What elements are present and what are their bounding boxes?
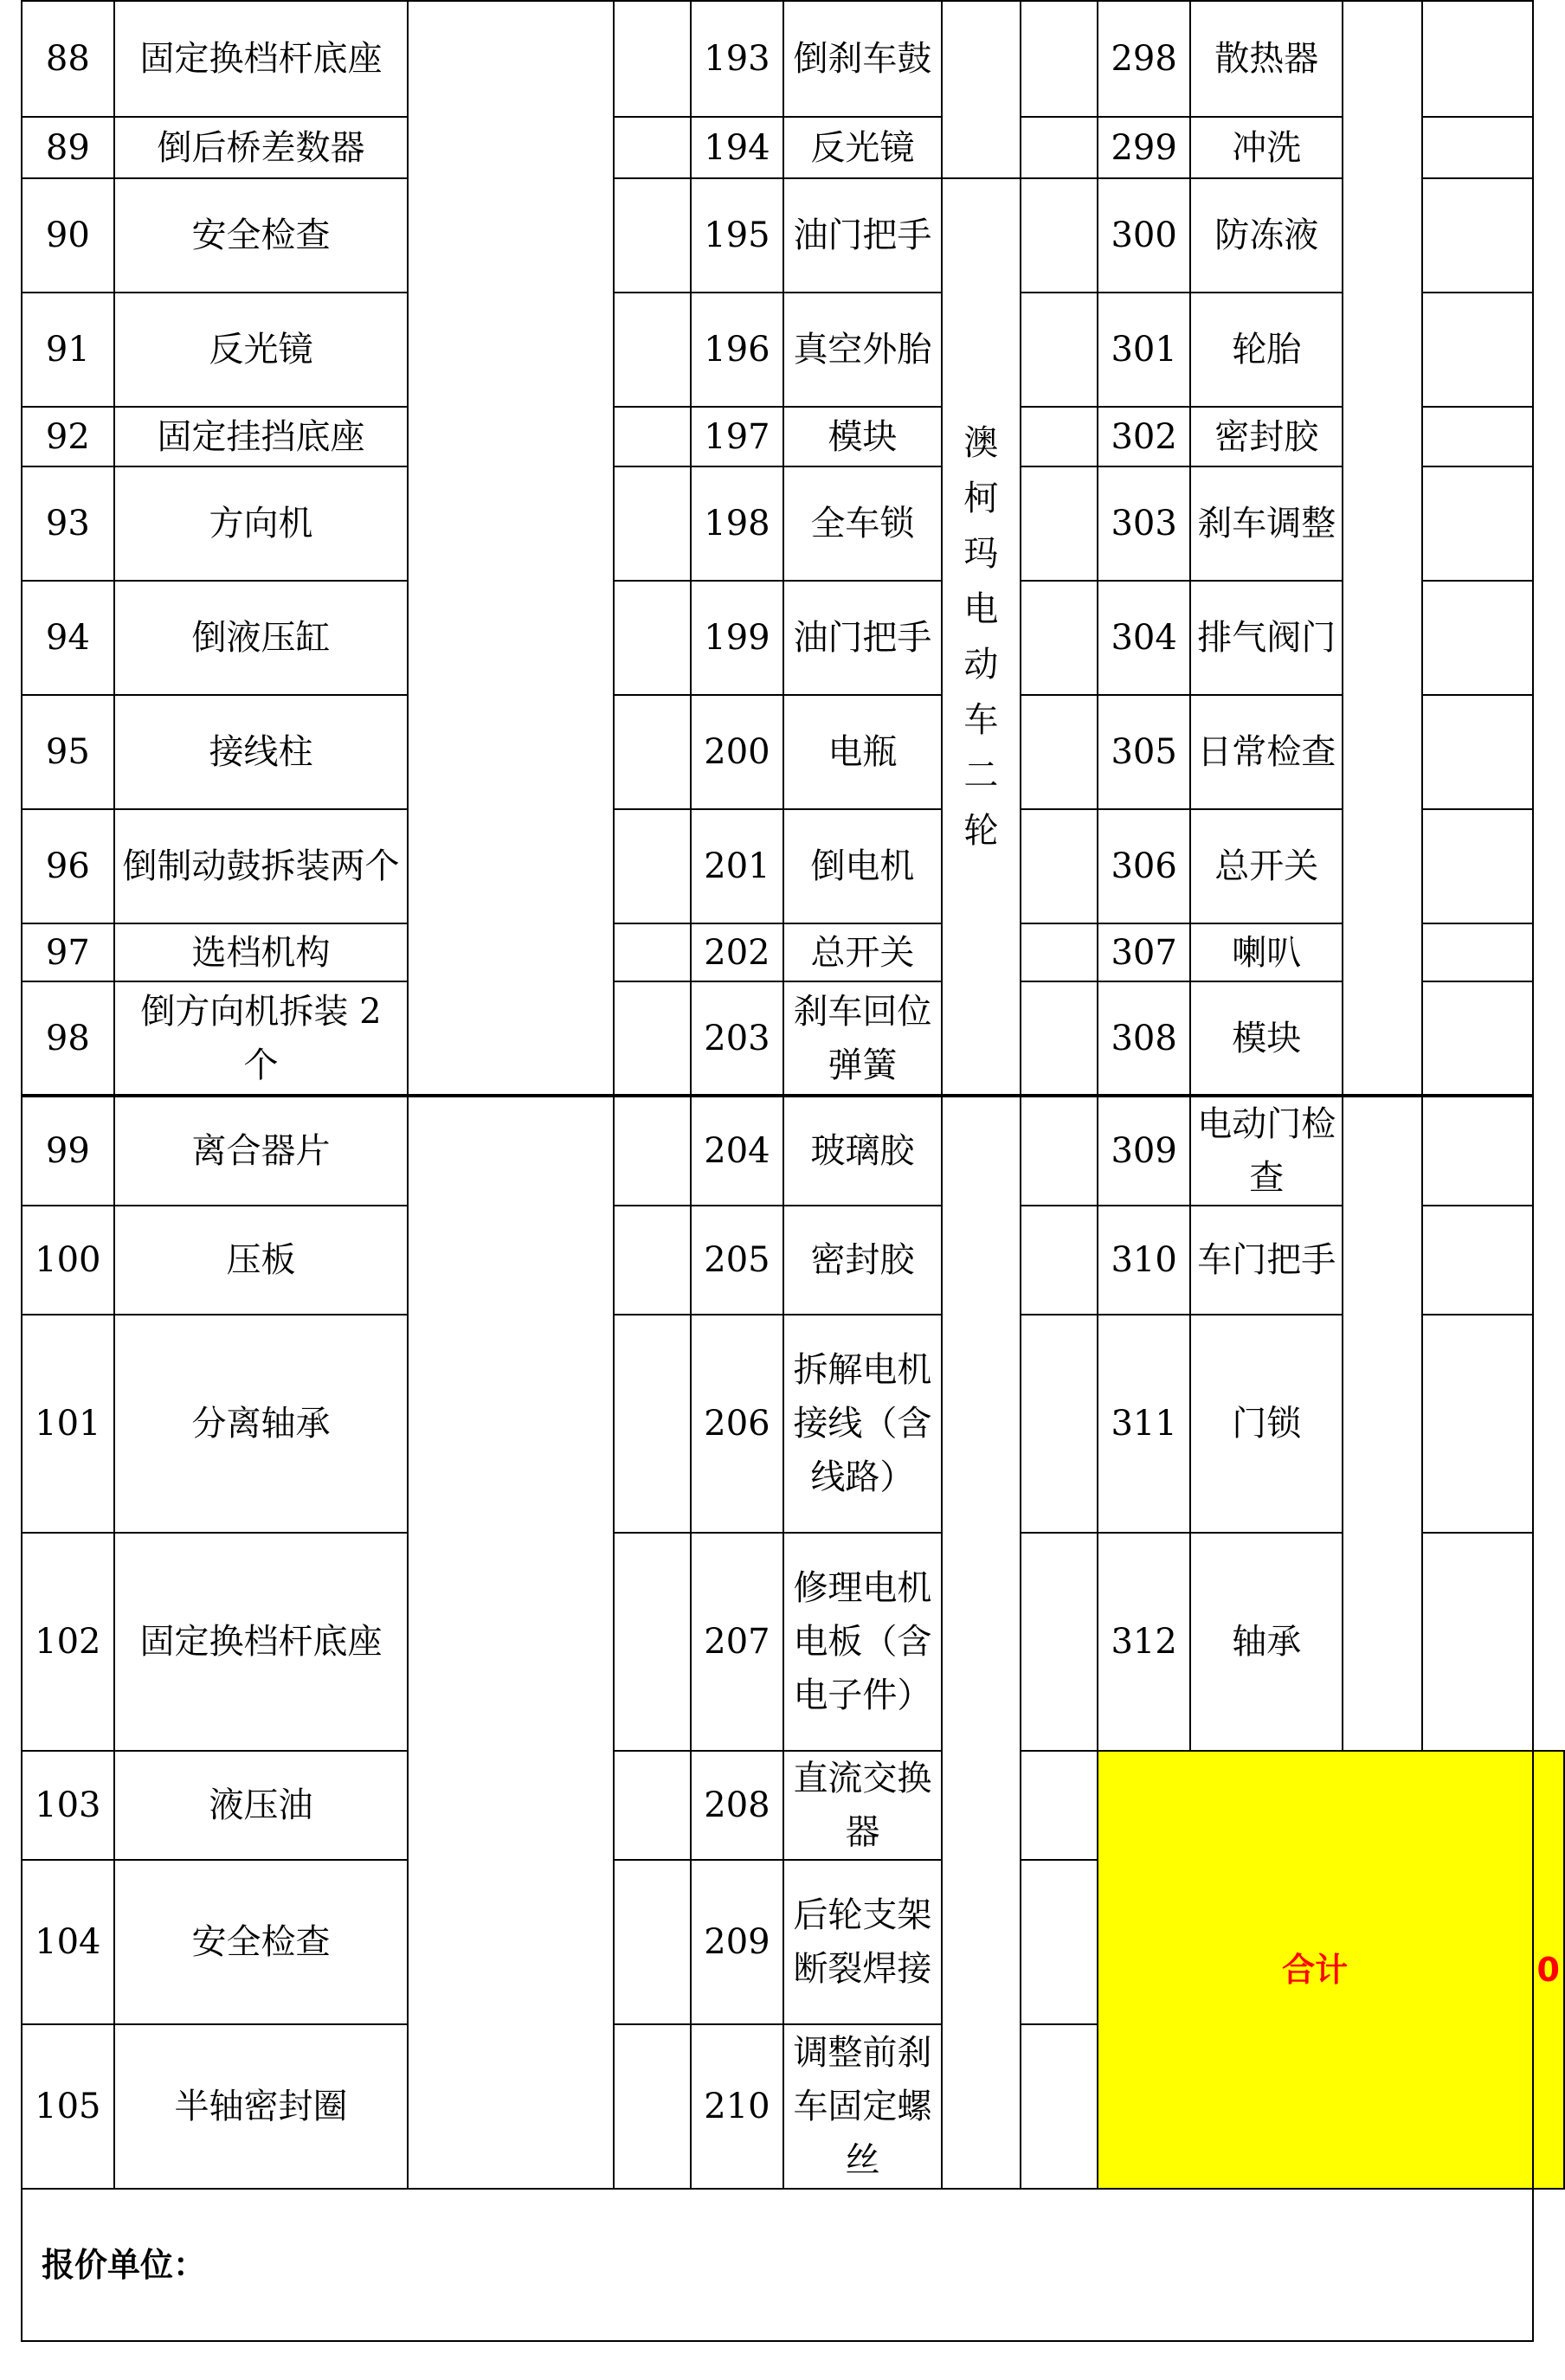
price-cell <box>1422 293 1533 407</box>
price-cell <box>614 695 691 809</box>
vehicle-type-cell <box>1343 1096 1421 1751</box>
vehicle-type-cell <box>408 1096 614 2189</box>
item-name: 日常检查 <box>1190 695 1343 809</box>
price-cell <box>1021 923 1098 981</box>
item-number: 100 <box>22 1206 114 1315</box>
item-number: 194 <box>691 117 784 178</box>
table-row <box>22 178 1564 293</box>
quotation-table <box>21 0 1565 2342</box>
item-number: 92 <box>22 407 114 466</box>
vehicle-category-char: 车 <box>963 699 999 740</box>
table-row <box>22 1096 1564 1206</box>
item-name: 密封胶 <box>1190 407 1343 466</box>
item-number: 298 <box>1098 1 1191 117</box>
table-row <box>22 809 1564 923</box>
item-name: 电动门检查 <box>1190 1096 1343 1206</box>
item-number: 310 <box>1098 1206 1191 1315</box>
price-cell <box>614 1 691 117</box>
item-name: 接线柱 <box>114 695 409 809</box>
table-row <box>22 695 1564 809</box>
item-number: 200 <box>691 695 784 809</box>
table-row <box>22 1315 1564 1533</box>
item-name: 电瓶 <box>783 695 941 809</box>
item-number: 88 <box>22 1 114 117</box>
item-name: 分离轴承 <box>114 1315 409 1533</box>
table-row <box>22 581 1564 695</box>
item-number: 302 <box>1098 407 1191 466</box>
item-number: 204 <box>691 1096 784 1206</box>
price-cell <box>614 1860 691 2024</box>
item-name: 倒刹车鼓 <box>783 1 941 117</box>
quote-unit-label: 报价单位： <box>22 2189 1533 2341</box>
price-cell <box>614 1206 691 1315</box>
price-cell <box>614 581 691 695</box>
price-cell <box>1422 1 1533 117</box>
price-cell <box>1422 1096 1533 1206</box>
item-name: 压板 <box>114 1206 409 1315</box>
price-cell <box>614 809 691 923</box>
item-number: 311 <box>1098 1315 1191 1533</box>
item-name: 轮胎 <box>1190 293 1343 407</box>
price-cell <box>1021 178 1098 293</box>
table-row <box>22 117 1564 178</box>
vehicle-category-char: 玛 <box>963 533 999 574</box>
item-name: 玻璃胶 <box>783 1096 941 1206</box>
item-number: 93 <box>22 466 114 581</box>
vehicle-category-char: 柯 <box>963 478 999 518</box>
item-name: 刹车回位弹簧 <box>783 981 941 1096</box>
price-cell <box>614 117 691 178</box>
item-number: 95 <box>22 695 114 809</box>
item-name: 半轴密封圈 <box>114 2024 409 2189</box>
item-name: 液压油 <box>114 1751 409 1860</box>
item-name: 修理电机电板（含电子件） <box>783 1533 941 1751</box>
price-cell <box>1021 407 1098 466</box>
item-number: 103 <box>22 1751 114 1860</box>
price-cell <box>1422 1533 1533 1751</box>
item-number: 199 <box>691 581 784 695</box>
item-name: 总开关 <box>1190 809 1343 923</box>
item-number: 307 <box>1098 923 1191 981</box>
item-number: 203 <box>691 981 784 1096</box>
item-name: 油门把手 <box>783 178 941 293</box>
price-cell <box>614 1533 691 1751</box>
item-number: 206 <box>691 1315 784 1533</box>
price-cell <box>1021 581 1098 695</box>
price-cell <box>1422 1315 1533 1533</box>
item-number: 300 <box>1098 178 1191 293</box>
table-row <box>22 293 1564 407</box>
price-cell <box>1021 293 1098 407</box>
item-name: 密封胶 <box>783 1206 941 1315</box>
price-cell <box>1021 117 1098 178</box>
item-number: 202 <box>691 923 784 981</box>
item-number: 304 <box>1098 581 1191 695</box>
item-name: 倒后桥差数器 <box>114 117 409 178</box>
item-name: 固定挂挡底座 <box>114 407 409 466</box>
price-cell <box>1021 809 1098 923</box>
item-name: 直流交换器 <box>783 1751 941 1860</box>
price-cell <box>614 466 691 581</box>
price-cell <box>1021 1533 1098 1751</box>
item-number: 197 <box>691 407 784 466</box>
item-number: 299 <box>1098 117 1191 178</box>
item-name: 模块 <box>783 407 941 466</box>
price-cell <box>614 178 691 293</box>
vehicle-type-cell <box>942 1096 1021 2189</box>
item-name: 拆解电机接线（含线路） <box>783 1315 941 1533</box>
price-cell <box>614 981 691 1096</box>
item-number: 195 <box>691 178 784 293</box>
price-cell <box>1422 178 1533 293</box>
total-value: 0 <box>1533 1751 1564 2189</box>
item-name: 反光镜 <box>114 293 409 407</box>
item-name: 固定换档杆底座 <box>114 1533 409 1751</box>
item-name: 喇叭 <box>1190 923 1343 981</box>
item-number: 306 <box>1098 809 1191 923</box>
item-name: 倒制动鼓拆装两个 <box>114 809 409 923</box>
item-number: 309 <box>1098 1096 1191 1206</box>
vehicle-category-char: 澳 <box>963 422 999 463</box>
item-number: 207 <box>691 1533 784 1751</box>
vehicle-category-char: 二 <box>963 755 999 795</box>
item-name: 模块 <box>1190 981 1343 1096</box>
price-cell <box>1021 1315 1098 1533</box>
item-number: 99 <box>22 1096 114 1206</box>
item-name: 油门把手 <box>783 581 941 695</box>
item-number: 89 <box>22 117 114 178</box>
price-cell <box>1021 1206 1098 1315</box>
item-number: 90 <box>22 178 114 293</box>
item-name: 轴承 <box>1190 1533 1343 1751</box>
table-row <box>22 981 1564 1096</box>
table-row <box>22 1206 1564 1315</box>
price-cell <box>614 2024 691 2189</box>
item-name: 选档机构 <box>114 923 409 981</box>
vehicle-category-char: 动 <box>963 644 999 685</box>
item-name: 排气阀门 <box>1190 581 1343 695</box>
item-number: 301 <box>1098 293 1191 407</box>
item-number: 104 <box>22 1860 114 2024</box>
price-cell <box>1422 809 1533 923</box>
item-number: 193 <box>691 1 784 117</box>
table-row <box>22 1533 1564 1751</box>
price-cell <box>1422 981 1533 1096</box>
price-cell <box>614 1315 691 1533</box>
item-name: 安全检查 <box>114 1860 409 2024</box>
vehicle-type-cell <box>1343 1 1421 1096</box>
price-cell <box>1021 1860 1098 2024</box>
price-cell <box>614 923 691 981</box>
item-name: 倒液压缸 <box>114 581 409 695</box>
price-cell <box>1422 117 1533 178</box>
item-number: 94 <box>22 581 114 695</box>
vehicle-category-label <box>942 178 1021 1096</box>
item-number: 208 <box>691 1751 784 1860</box>
price-cell <box>1422 923 1533 981</box>
item-name: 倒电机 <box>783 809 941 923</box>
item-number: 101 <box>22 1315 114 1533</box>
table-row <box>22 1 1564 117</box>
total-label: 合计 <box>1098 1751 1533 2189</box>
item-number: 196 <box>691 293 784 407</box>
price-cell <box>614 1096 691 1206</box>
item-name: 刹车调整 <box>1190 466 1343 581</box>
vehicle-type-cell <box>408 1 614 1096</box>
price-cell <box>1021 695 1098 809</box>
table-row <box>22 407 1564 466</box>
item-number: 210 <box>691 2024 784 2189</box>
vehicle-type-cell <box>942 1 1021 178</box>
vehicle-category-char: 轮 <box>963 810 999 851</box>
item-name: 方向机 <box>114 466 409 581</box>
price-cell <box>1422 581 1533 695</box>
item-number: 303 <box>1098 466 1191 581</box>
item-name: 离合器片 <box>114 1096 409 1206</box>
item-number: 96 <box>22 809 114 923</box>
price-cell <box>1021 981 1098 1096</box>
item-number: 97 <box>22 923 114 981</box>
price-cell <box>614 1751 691 1860</box>
item-name: 安全检查 <box>114 178 409 293</box>
vehicle-category-char: 电 <box>963 589 999 629</box>
item-name: 车门把手 <box>1190 1206 1343 1315</box>
table-row <box>22 1751 1564 1860</box>
item-number: 201 <box>691 809 784 923</box>
price-cell <box>1021 2024 1098 2189</box>
item-number: 105 <box>22 2024 114 2189</box>
item-name: 调整前刹车固定螺丝 <box>783 2024 941 2189</box>
item-number: 305 <box>1098 695 1191 809</box>
item-name: 总开关 <box>783 923 941 981</box>
item-name: 真空外胎 <box>783 293 941 407</box>
price-cell <box>1422 1206 1533 1315</box>
price-cell <box>1422 466 1533 581</box>
item-number: 308 <box>1098 981 1191 1096</box>
item-name: 倒方向机拆装 2 个 <box>114 981 409 1096</box>
price-cell <box>1422 695 1533 809</box>
item-number: 98 <box>22 981 114 1096</box>
item-number: 312 <box>1098 1533 1191 1751</box>
item-name: 防冻液 <box>1190 178 1343 293</box>
item-number: 198 <box>691 466 784 581</box>
table-row <box>22 466 1564 581</box>
price-cell <box>1422 407 1533 466</box>
price-cell <box>614 293 691 407</box>
footer-row <box>22 2189 1564 2341</box>
item-number: 205 <box>691 1206 784 1315</box>
table-row <box>22 923 1564 981</box>
item-name: 冲洗 <box>1190 117 1343 178</box>
item-name: 散热器 <box>1190 1 1343 117</box>
item-number: 91 <box>22 293 114 407</box>
item-number: 209 <box>691 1860 784 2024</box>
item-name: 门锁 <box>1190 1315 1343 1533</box>
item-name: 全车锁 <box>783 466 941 581</box>
price-cell <box>614 407 691 466</box>
price-cell <box>1021 1 1098 117</box>
item-name: 固定换档杆底座 <box>114 1 409 117</box>
price-cell <box>1021 466 1098 581</box>
price-cell <box>1021 1751 1098 1860</box>
item-name: 反光镜 <box>783 117 941 178</box>
price-cell <box>1021 1096 1098 1206</box>
item-number: 102 <box>22 1533 114 1751</box>
item-name: 后轮支架断裂焊接 <box>783 1860 941 2024</box>
